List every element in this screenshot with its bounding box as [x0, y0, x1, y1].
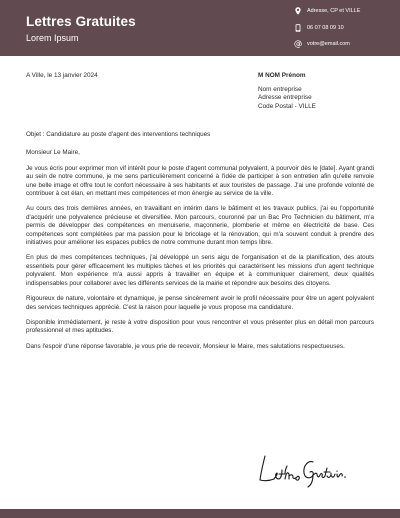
email-text: votre@email.com — [307, 41, 350, 47]
recipient-block — [258, 72, 316, 111]
handwritten-signature — [255, 450, 350, 490]
paragraph-skills: En plus de mes compétences techniques, j'ai développé un sens aigu de l'organisation et de la planification, des atouts essentiels pour gérer efficacement les multiples tâches et les priorités qui caractérisent les missions d'un agent technique polyvalent. Mon expérience m'a aussi appris à travailler en équipe et à communiquer clairement, deux qualités indispensables pour collaborer avec les différents services de la mairie et répondre aux besoins des citoyens. — [26, 254, 374, 287]
recipient-name: M NOM Prénom — [258, 72, 306, 79]
letter-body — [26, 131, 374, 358]
recipient-address: Adresse entreprise — [258, 94, 312, 102]
paragraph-intro: Je vous écris pour exprimer mon vif intérêt pour le poste d'agent communal polyvalent, à pourvoir dès le [date]. Ayant grandi au sein de notre commune, je me sens particulièrement concerné à l'idée de participer à son entretien afin qu'elle renvoie une belle image et offre tout le confort nécessaire à ses habitants et aux touristes de passage. J'ai une profonde volonté de contribuer à cet élan, en mettant mes compétences et mon énergie au service de la ville. — [26, 164, 374, 198]
contact-email — [294, 40, 350, 48]
contact-phone — [294, 24, 344, 32]
footer-bar — [0, 509, 400, 518]
paragraph-closing: Dans l'espoir d'une réponse favorable, je vous prie de recevoir, Monsieur le Maire, mes salutations respectueuses. — [26, 342, 345, 350]
paragraph-experience: Au cours des trois dernières années, en travaillant en intérim dans le bâtiment et les travaux publics, j'ai eu l'opportunité d'acquérir une polyvalence précieuse et diversifiée. Mon parcours, couronné par un Bac Pro Technicien du bâtiment, m'a permis de développer des compétences en menuiserie, maçonnerie, plomberie et même en électricité de base. Ces compétences sont complétées par ma passion pour le bricolage et la rénovation, qui m'a souvent conduit à prendre des initiatives pour améliorer les espaces publics de notre commune durant mon temps libre. — [26, 205, 374, 247]
at-sign-icon — [294, 40, 302, 48]
contact-address — [294, 7, 360, 15]
recipient-postal-city: Code Postal - VILLE — [258, 102, 316, 110]
map-pin-icon — [294, 7, 302, 15]
phone-icon — [294, 24, 302, 32]
letter-salutation: Monsieur Le Maire, — [26, 149, 80, 157]
phone-text: 06 07 08 09 10 — [307, 25, 344, 31]
paragraph-profile: Rigoureux de nature, volontaire et dynamique, je pense sincèrement avoir le profil nécessaire pour être un agent polyvalent des services techniques apprécié. C'est la raison pour laquelle je vous propose ma candidature. — [26, 295, 374, 311]
address-text: Adresse, CP et VILLE — [307, 8, 361, 14]
letter-object: Objet : Candidature au poste d'agent des interventions techniques — [26, 131, 211, 138]
paragraph-availability: Disponible immédiatement, je reste à votre disposition pour vous rencontrer et vous présenter plus en détail mon parcours professionnel et mes aptitudes. — [26, 318, 374, 335]
letter-date: A Ville, le 13 janvier 2024 — [26, 72, 98, 79]
brand-subtitle: Lorem Ipsum — [26, 33, 79, 43]
header-banner — [0, 0, 400, 56]
recipient-company: Nom entreprise — [258, 85, 302, 93]
brand-name: Lettres Gratuites — [26, 14, 136, 29]
